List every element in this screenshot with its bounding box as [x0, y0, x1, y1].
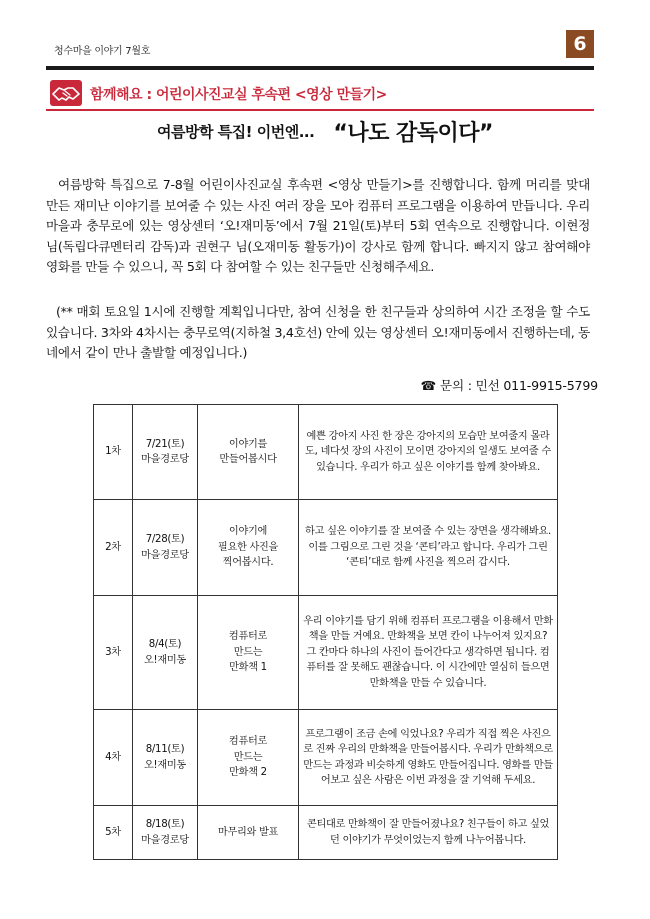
session-title: 마무리와 발표 [198, 806, 299, 860]
session-round: 4차 [94, 710, 133, 806]
page-number: 6 [566, 30, 594, 58]
session-place: 오!재미동 [144, 654, 186, 666]
intro-paragraph: 여름방학 특집으로 7-8월 어린이사진교실 후속편 <영상 만들기>를 진행합니다. 함께 머리를 맞대 만든 재미난 이야기를 보여줄 수 있는 사진 여러 장을 모아 컴퓨터 프로그램을 이용하여 만듭니다. 우리 마을과 충무로에 있는 영상센터 ‘오!재미동’에서 7월 21일(토)부터 5회 연속으로 진행합니다. 이현정 님(독립다큐멘터리 감독)과 권현구 님(오재미동 활동가)이 강사로 함께 합니다. 빠지지 않고 참여해야 영화를 만들 수 있으니, 꼭 5회 다 참여할 수 있는 친구들만 신청해주세요. [46, 177, 590, 274]
handshake-icon [50, 80, 82, 106]
phone-icon: ☎ [420, 378, 437, 393]
session-date: 7/21(토) [145, 438, 185, 450]
schedule-table [93, 404, 558, 860]
header-divider [46, 66, 594, 70]
headline-sub: 여름방학 특집! 이번엔... [157, 123, 315, 141]
section-divider [46, 109, 594, 111]
session-title: 컴퓨터로 만드는 만화책 2 [198, 710, 299, 806]
session-date: 8/11(토) [145, 744, 185, 755]
contact-info [421, 375, 598, 394]
session-description: 프로그램이 조금 손에 익었나요? 우리가 직접 찍은 사진으로 진짜 우리의 만화책을 만들어봅시다. 우리가 만화책으로 만드는 과정과 비슷하게 영화도 만들어집니다. 영화를 만들어보고 싶은 사람은 이번 과정을 잘 기억해 두세요. [299, 710, 558, 806]
session-round: 3차 [94, 596, 133, 710]
note-paragraph: (** 매회 토요일 1시에 진행할 계획입니다만, 참여 신청을 한 친구들과 상의하여 시간 조정을 할 수도 있습니다. 3차와 4차시는 충무로역(지하철 3,4호선) 안에 있는 영상센터 오!재미동에서 진행하는데, 동네에서 같이 만나 출발할 예정입니다.) [46, 304, 590, 360]
headline-main: “나도 감독이다” [333, 121, 493, 146]
schedule-row [94, 710, 558, 806]
session-date: 7/28(토) [145, 534, 185, 545]
session-place: 마을경로당 [141, 834, 189, 846]
session-description: 우리 이야기를 담기 위해 컴퓨터 프로그램을 이용해서 만화책을 만들 거예요. 만화책을 보면 칸이 나누어져 있지요? 그 칸마다 하나의 사진이 들어간다고 생각하면 됩니다. 컴퓨터를 잘 못해도 괜찮습니다. 이 시간에만 열심히 들으면 만화책을 만들 수 있습니다. [299, 596, 558, 710]
session-description: 예쁜 강아지 사진 한 장은 강아지의 모습만 보여줄지 몰라도, 네다섯 장의 사진이 모이면 강아지의 일생도 보여줄 수 있습니다. 우리가 하고 싶은 이야기를 함께 찾아봐요. [299, 405, 558, 500]
schedule-row [94, 500, 558, 596]
section-label: 함께해요 : 어린이사진교실 후속편 <영상 만들기> [90, 87, 387, 103]
headline [0, 116, 650, 147]
session-round: 2차 [94, 500, 133, 596]
session-round: 5차 [94, 806, 133, 860]
session-place: 오!재미동 [144, 759, 186, 771]
session-date-cell [133, 710, 198, 806]
session-date-cell [133, 500, 198, 596]
contact-text: 문의 : 민선 011-9915-5799 [440, 378, 598, 393]
session-place: 마을경로당 [141, 549, 189, 561]
session-date: 8/18(토) [145, 819, 185, 830]
session-date-cell [133, 405, 198, 500]
schedule-row [94, 596, 558, 710]
session-title: 이야기에 필요한 사진을 찍어봅시다. [198, 500, 299, 596]
session-title: 컴퓨터로 만드는 만화책 1 [198, 596, 299, 710]
session-description: 하고 싶은 이야기를 잘 보여줄 수 있는 장면을 생각해봐요. 이를 그림으로 그린 것을 ‘콘티’라고 합니다. 우리가 그린 ‘콘티’대로 함께 사진을 찍으러 갑시다. [299, 500, 558, 596]
session-title: 이야기를 만들어봅시다 [198, 405, 299, 500]
newsletter-title: 청수마을 이야기 7월호 [54, 46, 151, 57]
session-round: 1차 [94, 405, 133, 500]
session-date-cell [133, 596, 198, 710]
session-place: 마을경로당 [141, 454, 189, 465]
session-description: 콘티대로 만화책이 잘 만들어졌나요? 친구들이 하고 싶었던 이야기가 무엇이었는지 함께 나누어봅니다. [299, 806, 558, 860]
session-date-cell [133, 806, 198, 860]
schedule-row [94, 405, 558, 500]
schedule-row [94, 806, 558, 860]
session-date: 8/4(토) [148, 639, 182, 650]
